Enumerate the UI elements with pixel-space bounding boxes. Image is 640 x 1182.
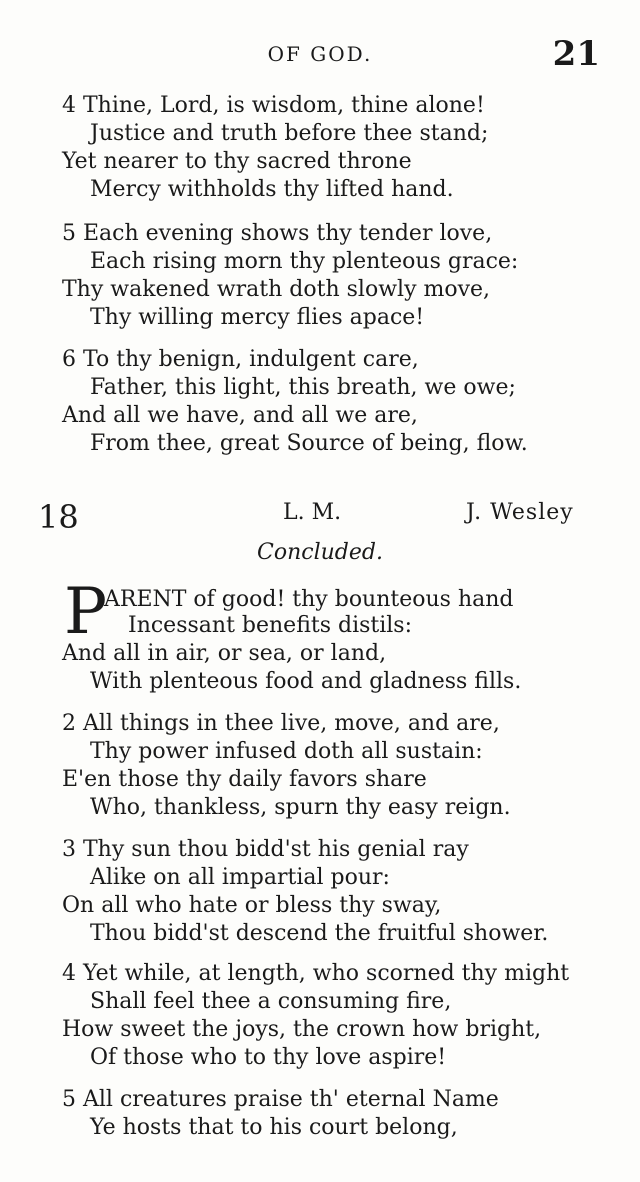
- verse-line: Incessant benefits distils:: [128, 613, 413, 638]
- verse-line: And all in air, or sea, or land,: [62, 641, 387, 666]
- verse-line: 3 Thy sun thou bidd'st his genial ray: [62, 837, 469, 862]
- verse-line: Thy willing mercy flies apace!: [90, 305, 425, 330]
- verse-line: From thee, great Source of being, flow.: [90, 431, 528, 456]
- hymn-subtitle: Concluded.: [257, 540, 383, 565]
- verse-line: Mercy withholds thy lifted hand.: [90, 177, 454, 202]
- page-number: 21: [552, 34, 600, 74]
- verse-line: ARENT of good! thy bounteous hand: [104, 587, 514, 612]
- verse-line: 6 To thy benign, indulgent care,: [62, 347, 419, 372]
- verse-line: E'en those thy daily favors share: [62, 767, 427, 792]
- drop-cap: P: [64, 575, 108, 649]
- running-title: OF GOD.: [267, 42, 373, 66]
- verse-line: Yet nearer to thy sacred throne: [62, 149, 412, 174]
- verse-line: 4 Yet while, at length, who scorned thy might: [62, 961, 570, 986]
- verse-line: With plenteous food and gladness fills.: [90, 669, 522, 694]
- verse-line: Ye hosts that to his court belong,: [90, 1115, 458, 1140]
- verse-line: And all we have, and all we are,: [62, 403, 418, 428]
- hymn-author: J. Wesley: [466, 500, 574, 525]
- verse-line: Thy wakened wrath doth slowly move,: [62, 277, 491, 302]
- verse-line: 4 Thine, Lord, is wisdom, thine alone!: [62, 93, 485, 118]
- verse-line: Alike on all impartial pour:: [90, 865, 390, 890]
- verse-line: Father, this light, this breath, we owe;: [90, 375, 516, 400]
- verse-line: Thy power infused doth all sustain:: [90, 739, 483, 764]
- verse-line: Of those who to thy love aspire!: [90, 1045, 447, 1070]
- verse-line: Who, thankless, spurn thy easy reign.: [90, 795, 511, 820]
- verse-line: Thou bidd'st descend the fruitful shower.: [90, 921, 549, 946]
- verse-line: 5 All creatures praise th' eternal Name: [62, 1087, 499, 1112]
- verse-line: How sweet the joys, the crown how bright,: [62, 1017, 542, 1042]
- hymn-number: 18: [38, 498, 79, 536]
- verse-line: 5 Each evening shows thy tender love,: [62, 221, 493, 246]
- verse-line: On all who hate or bless thy sway,: [62, 893, 442, 918]
- verse-line: 2 All things in thee live, move, and are,: [62, 711, 500, 736]
- verse-line: Shall feel thee a consuming fire,: [90, 989, 452, 1014]
- verse-line: Justice and truth before thee stand;: [90, 121, 489, 146]
- hymn-meter: L. M.: [283, 500, 342, 525]
- verse-line: Each rising morn thy plenteous grace:: [90, 249, 519, 274]
